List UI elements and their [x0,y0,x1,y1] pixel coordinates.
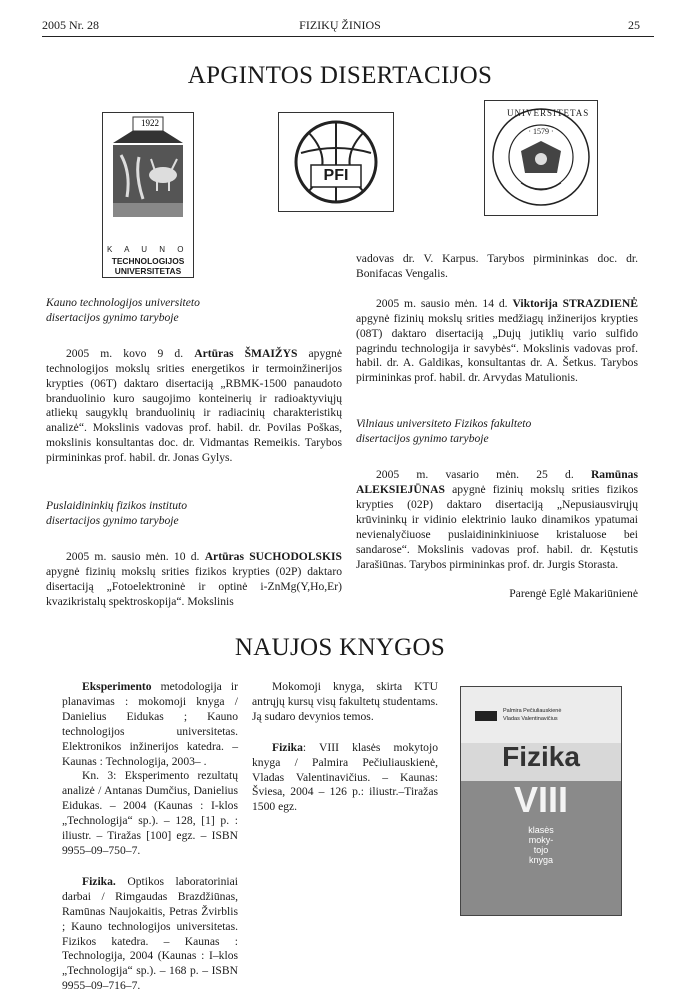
ktu-council-heading-line1: Kauno technologijos universiteto [46,296,200,309]
book-entry-fizika-viii [252,741,438,816]
book-entry-eksperimento [62,680,238,769]
left-column [46,296,342,610]
header-issue: 2005 Nr. 28 [42,18,99,32]
cover-subtitle-2: moky- [528,835,554,845]
cover-subtitle-3: tojo [533,845,549,855]
entry-text: apygnė technologijos mokslų srities energetikos ir termoinžinerijos krypties (06T) daktaro disertaciją „RBMK-1500 panaudoto branduolinio kuro saugojimo konteinerių ir radioaktyviųjų atliekų saugyklų branduolinių ir radiacinių charakteristikų analizė“. Mokslinis vadovas prof. habil. dr. Povilas Poškas, mokslinis konsultantas doc. dr. Vidmantas Remeikis. Tarybos pirmininkas prof. habil. dr. Jonas Gylys. [46,346,342,465]
dissertation-entry-strazdiene [356,297,638,386]
dissertation-entry-suchodolskis [46,550,342,610]
entry-date: 2005 m. sausio mėn. 14 d. [376,296,508,310]
section-title-new-books: NAUJOS KNYGOS [234,634,446,661]
prepared-by: Parengė Eglė Makariūnienė [509,587,638,601]
cover-subtitle [521,825,561,865]
entry-author: Artūras ŠMAIŽYS [194,346,298,360]
book-title: Fizika. [82,874,116,888]
book-title: Eksperimento [82,680,152,693]
book-text: Optikos laboratoriniai darbai / Rimgaudas Brazdžiūnas, Ramūnas Naujokaitis, Petras Žvirblis ; Kauno technologijos universitetas. Fizikos katedra. – Kaunas : Technologija, 2004 (Kaunas : I–klos „Technologija“ sp.). – 168 p. – ISBN 9955–09–716–7. [62,874,238,993]
psi-council-heading-line1: Puslaidininkių fizikos instituto [46,499,188,513]
vu-logo-top-text: UNIVERSITETAS [507,108,590,118]
vu-council-heading-line2: disertacijos gynimo taryboje [356,432,489,446]
publisher-logo-icon [475,711,497,721]
book-text: metodologija ir planavimas : mokomoji knyga / Danielius Eidukas ; Kauno technologijos universitetas. Elektronikos inžinerijos katedra. – Kaunas : Technologija, 2003– . [62,680,238,768]
cover-title: Fizika [502,741,580,772]
cover-subtitle-1: klasės [528,825,554,835]
books-column-1 [62,680,238,994]
ktu-council-heading-line2: disertacijos gynimo taryboje [46,310,179,324]
cover-grade: VIII [513,779,569,820]
vu-logo-year: · 1579 · [528,127,554,136]
entry-author: Ramūnas ALEKSIEJŪNAS [356,468,638,496]
ktu-emblem-icon [103,113,193,225]
ktu-logo-text-universitetas: UNIVERSITETAS [114,266,182,276]
ktu-logo [102,112,194,278]
cover-author-1: Palmira Pečiuliauskienė [503,708,562,714]
entry-text: apygnė fizinių mokslų srities fizikos krypties (02P) daktaro disertaciją „Nepusiausvirųjų krūvininkų ir vidinio elektrinio lauko dinamikos ypatumai nevienalyčiuose puslaidininkiniuose kristaluose bei sandarose“. Mokslinis vadovas prof. habil. dr. Kęstutis Jarašiūnas. Tarybos pirmininkas prof. dr. Jurgis Storasta. [356,482,638,571]
section-title-defended-dissertations: APGINTOS DISERTACIJOS [187,62,493,89]
entry-continuation: vadovas dr. V. Karpus. Tarybos pirmininkas doc. dr. Bonifacas Vengalis. [356,252,638,280]
entry-text: apgynė fizinių mokslų srities medžiagų inžinerijos krypties (08T) daktaro disertaciją „Dujų jutiklių vario sulfido pagrindu technologija ir savybės“. Mokslinis vadovas prof. habil. dr. A. Galdikas, konsultantas dr. A. Šetkus. Tarybos pirmininkas prof. habil. dr. Arvydas Matulionis. [356,311,638,385]
book-entry-fizika-optika [62,875,238,994]
pfi-logo-text: PFI [323,167,349,184]
dissertation-entry-smaizys [46,347,342,466]
ktu-logo-text-kauno: K A U N O [107,245,189,254]
book-text: : VIII klasės mokytojo knyga / Palmira Pečiuliauskienė, Vladas Valentinavičius. – Kaunas: Šviesa, 2004 – 126 p.: iliustr.–Tiražas 1500 egz. [252,740,438,814]
entry-text: apygnė fizinių mokslų srities fizikos krypties (02P) daktaro disertaciją „Fotoelektroninė ir optinė i-ZnMg(Y,Ho,Er) kvazikristalų spektroskopija“. Mokslinis [46,564,342,608]
entry-author: Viktorija STRAZDIENĖ [512,296,638,310]
header-rule [42,36,654,37]
ktu-logo-text-technologijos: TECHNOLOGIJOS [111,256,185,266]
books-column-2 [252,680,438,815]
right-column [356,252,638,602]
dissertation-entry-aleksiejunas [356,468,638,572]
cover-author-2: Vladas Valentinavičius [503,716,558,722]
entry-date: 2005 m. vasario mėn. 25 d. [376,468,574,482]
header-journal: FIZIKŲ ŽINIOS [299,18,381,32]
cover-authors [503,707,561,723]
entry-author: Artūras SUCHODOLSKIS [204,549,342,563]
entry-date: 2005 m. sausio mėn. 10 d. [66,549,200,563]
pfi-emblem-icon [279,113,393,211]
cover-subtitle-4: knyga [528,855,554,865]
vu-council-heading-line1: Vilniaus universiteto Fizikos fakulteto [356,417,532,431]
book-title: Fizika [272,740,303,754]
book-description-optika: Mokomoji knyga, skirta KTU antrųjų kursų visų fakultetų studentams. Ją sudaro devynios temos. [252,680,438,723]
book-entry-kn3: Kn. 3: Eksperimento rezultatų analizė / Antanas Dumčius, Danielius Eidukas. – 2004 (Kaunas : I-klos „Technologija“ sp.). – 128, [1] p. : iliustr. – Tiražas [100] egz. – ISBN 9955–09–750–7. [62,769,238,857]
ktu-logo-year: 1922 [141,118,159,128]
vu-seal-icon [485,101,597,215]
entry-date: 2005 m. kovo 9 d. [66,346,184,360]
psi-council-heading-line2: disertacijos gynimo taryboje [46,513,179,527]
vu-logo [484,100,598,216]
book-cover-fizika-viii [460,686,622,916]
pfi-logo [278,112,394,212]
header-page-number: 25 [628,18,640,32]
